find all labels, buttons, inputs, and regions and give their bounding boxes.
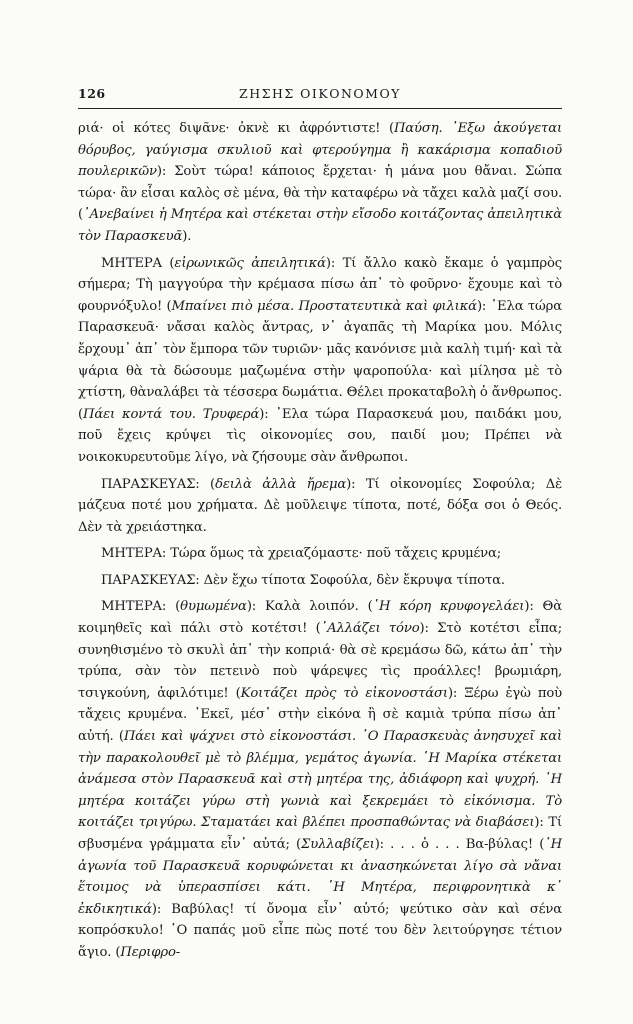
- paragraph: [78, 543, 562, 565]
- stage-direction: ᾽Αλλάζει τόνο: [320, 621, 420, 637]
- text-run: ΜΗΤΕΡΑ: Τώρα ὅμως τὰ χρειαζόμαστε· ποῦ τἄχεις κρυμένα;: [101, 546, 502, 562]
- text-run: ): Τί οἰκονομίες Σοφούλα; Δὲ μάζευα ποτέ μου χρήματα. Δὲ μοῦλειψε τίποτα, ποτέ, δόξα σοι ὁ Θεός. Δὲν τὰ χρειάστηκα.: [78, 476, 563, 535]
- stage-direction: δειλὰ ἀλλὰ ἤρεμα: [215, 476, 347, 492]
- body-text: [78, 118, 562, 964]
- stage-direction: Συλλαβίζει: [301, 837, 375, 852]
- text-run: ΜΗΤΕΡΑ (: [101, 255, 175, 271]
- text-run: ): Τί ἄλλο κακὸ ἔκαμε ὁ γαμπρὸς σήμερα; Τὴ μαγγούρα τὴν κρέμασα πίσω ἀπ᾽ τὸ φοῦρνο· ἔχουμε καὶ τὸ φουρνόξυλο! (: [78, 255, 562, 314]
- stage-direction: Κοιτάζει πρὸς τὸ εἰκονοστάσι: [240, 685, 448, 701]
- stage-direction: εἰρωνικῶς ἀπειλητικά: [174, 255, 326, 271]
- text-run: ): Καλὰ λοιπόν. (: [246, 599, 373, 615]
- text-run: ): Βαβύλας! τί ὄνομα εἶν᾽ αὐτό; ψεύτικο σὰν καὶ σένα κοπρόσκυλο! ῾Ο παπάς μοῦ εἶπε πὼς ποτέ του δὲν λειτούργησε τέτιον ἅγιο. (: [78, 901, 562, 960]
- stage-direction: Πάει κοντά του. Τρυφερά: [83, 406, 260, 422]
- text-run: ΠΑΡΑΣΚΕΥΑΣ: (: [101, 476, 216, 492]
- stage-direction: ᾽Ανεβαίνει ἡ Μητέρα καὶ στέκεται στὴν εἴσοδο κοιτάζοντας ἀπειλητικὰ τὸν Παρασκευᾶ: [78, 207, 562, 244]
- paragraph: [78, 253, 562, 469]
- running-title: ΖΗΣΗΣ ΟΙΚΟΝΟΜΟΥ: [239, 86, 401, 101]
- text-run: ): Σοὺτ τώρα! κάποιος ἔρχεται· ἡ μάνα μου θἄναι. Σώπα τώρα· ἂν εἶσαι καλὸς σὲ μένα, θὰ τὴν καταφέρω νὰ τἄχει καλὰ μαζί σου. (: [78, 164, 562, 223]
- stage-direction: Περιφρο-: [120, 944, 181, 960]
- text-run: ): Ξέρω ἐγὼ ποὺ τἄχεις κρυμένα. ᾽Εκεῖ, μέσ᾽ στὴν εἰκόνα ἢ σὲ καμιὰ τρύπα πίσω ἀπ᾽ αὐτή. (: [78, 685, 562, 745]
- text-run: ): ᾽Ελα τώρα Παρασκευᾶ· νἄσαι καλὸς ἄντρας, ν᾽ ἀγαπᾶς τὴ Μαρίκα μου. Μόλις ἔρχουμ᾽ ἀπ᾽ τὸν ἔμπορα τῶν τυριῶν· μᾶς κανόνισε μιὰ καλὴ τιμή· καὶ τὰ ψάρια θὰ τὰ δώσουμε μαζωμένα στὴν ψαροπούλα· καὶ μίλησα μὲ τὸ χτίστη, θὰναλάβει τὰ τέσσερα δωμάτια. Θέλει προκαταβολὴ ὁ ἄνθρωπος. (: [78, 298, 562, 422]
- paragraph: [78, 474, 562, 539]
- page-number: 126: [78, 86, 106, 101]
- text-run: ): Θὰ κοιμηθεῖς καὶ πάλι στὸ κοτέτσι! (: [78, 599, 562, 637]
- paragraph: [78, 118, 562, 248]
- book-page: [78, 86, 562, 969]
- header-rule: [78, 108, 562, 109]
- page-header: [78, 86, 562, 108]
- text-run: ΜΗΤΕΡΑ: (: [101, 599, 181, 615]
- paragraph: [78, 570, 562, 592]
- stage-direction: ῾Η ἀγωνία τοῦ Παρασκευᾶ κορυφώνεται κι ἀνασηκώνεται λίγο σὰ νἄναι ἕτοιμος νὰ ὑπερασπίσει κάτι. ῾Η Μητέρα, περιφρονητικὰ κ᾽ ἐκδικητικά: [78, 837, 562, 917]
- stage-direction: ῾Η κόρη κρυφογελάει: [372, 599, 525, 615]
- stage-direction: Πάει καὶ ψάχνει στὸ εἰκονοστάσι. ῾Ο Παρασκευὰς ἀνησυχεῖ καὶ τὴν παρακολουθεῖ μὲ τὸ βλέμμα, γεμάτος ἀγωνία. ῾Η Μαρίκα στέκεται ἀνάμεσα στὸν Παρασκευᾶ καὶ στὴ μητέρα της, ἀδιάφορη καὶ ψυχρή. ῾Η μητέρα κοιτάζει γύρω στὴ γωνιὰ καὶ ξεκρεμάει τὸ εἰκόνισμα. Τὸ κοιτάζει τριγύρω. Σταματάει καὶ βλέπει προσπαθώντας νὰ διαβάσει: [78, 729, 562, 831]
- text-run: ): . . . ὁ . . . Βα-βύλας! (: [374, 837, 545, 852]
- stage-direction: Παύση. ᾽Εξω ἀκούγεται θόρυβος, γαύγισμα σκυλιοῦ καὶ φτερούγημα ἢ κακάρισμα κοπαδιοῦ πουλερικῶν: [78, 121, 562, 180]
- stage-direction: θυμωμένα: [180, 599, 247, 615]
- stage-direction: Μπαίνει πιὸ μέσα. Προστατευτικὰ καὶ φιλικά: [171, 298, 477, 314]
- text-run: ): Στὸ κοτέτσι εἶπα; συνηθισμένο τὸ σκυλὶ ἀπ᾽ τὴν κοπριά· θὰ σὲ κρεμάσω δῶ, κάτω ἀπ᾽ τὴν τρύπα, σὰν τὸν πετεινὸ ποὺ ψάρεψες τὶς προάλλες! βρωμιάρη, τσιγκούνη, ἀφιλότιμε! (: [78, 621, 562, 701]
- text-run: ): ᾽Ελα τώρα Παρασκευά μου, παιδάκι μου, ποῦ ἔχεις κρύψει τὶς οἰκονομίες σου, παιδί μου; Πρέπει νὰ νοικοκυρευτοῦμε λίγο, νὰ ζήσουμε σὰν ἄνθρωποι.: [78, 406, 562, 465]
- text-run: ).: [182, 228, 192, 244]
- text-run: ΠΑΡΑΣΚΕΥΑΣ: Δὲν ἔχω τίποτα Σοφούλα, δὲν ἔκρυψα τίποτα.: [101, 572, 505, 588]
- text-run: ριά· οἱ κότες διψᾶνε· ὀκνὲ κι ἀφρόντιστε! (: [78, 121, 394, 136]
- text-run: ): Τί σβυσμένα γράμματα εἶν᾽ αὐτά; (: [78, 815, 562, 852]
- paragraph: [78, 596, 562, 963]
